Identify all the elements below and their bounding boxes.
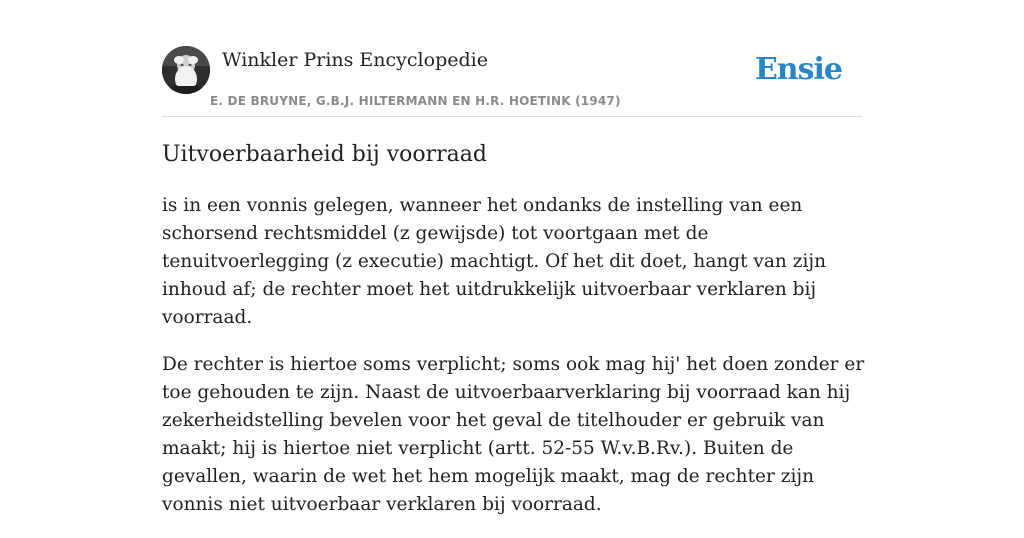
article-paragraph: De rechter is hiertoe soms verplicht; soms ook mag hij' het doen zonder er toe gehouden te zijn. Naast de uitvoerbaarverklaring bij voorraad kan hij zekerheidstelling bevelen voor het geval de titelhouder er gebruik van maakt; hij is hiertoe niet verplicht (artt. 52-55 W.v.B.Rv.). Buiten de gevallen, waarin de wet het hem mogelijk maakt, mag de rechter zijn vonnis niet uitvoerbaar verklaren bij voorraad. (162, 354, 865, 515)
authors-line: E. DE BRUYNE, G.B.J. HILTERMANN EN H.R. HOETINK (1947) (210, 94, 621, 108)
article-body (162, 192, 867, 538)
article-paragraph: is in een vonnis gelegen, wanneer het ondanks de instelling van een schorsend rechtsmiddel (z gewijsde) tot voortgaan met de tenuitvoerlegging (z executie) machtigt. Of het dit doet, hangt van zijn inhoud af; de rechter moet het uitdrukkelijk uitvoerbaar verklaren bij voorraad. (162, 195, 827, 328)
site-header (162, 46, 862, 117)
author-avatar (162, 46, 210, 94)
site-title[interactable]: Winkler Prins Encyclopedie (222, 49, 488, 71)
ensie-logo[interactable]: Ensie (754, 52, 842, 87)
article-title: Uitvoerbaarheid bij voorraad (162, 142, 487, 167)
